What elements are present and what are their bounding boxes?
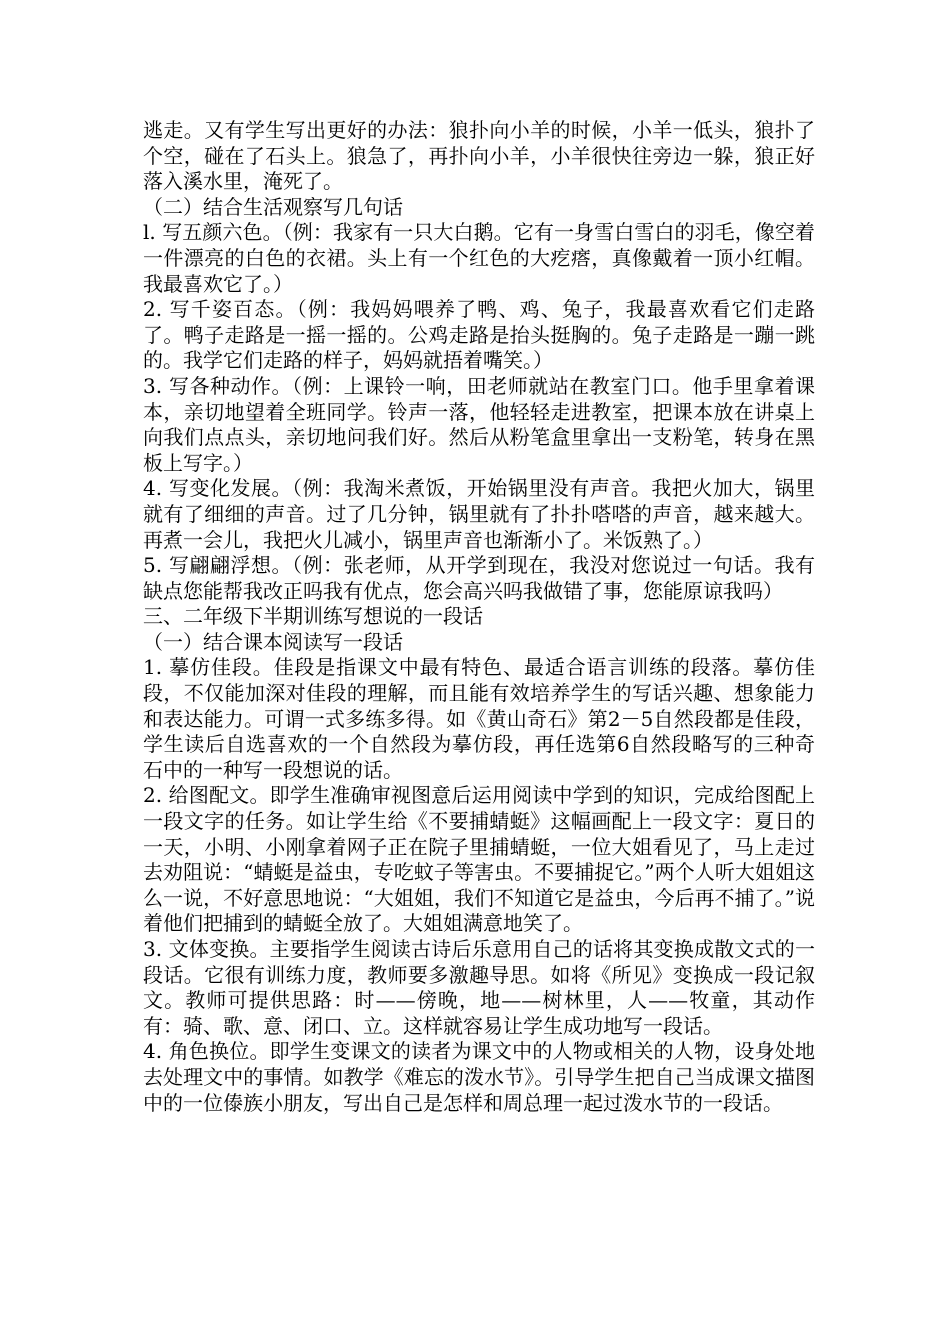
paragraph-imitation: 1. 摹仿佳段。佳段是指课文中最有特色、最适合语言训练的段落。摹仿佳段，不仅能加深对佳段的理解，而且能有效培养学生的写话兴趣、想象能力和表达能力。可谓一式多练多得。如《黄山奇石》第2－5自然段都是佳段，学生读后自选喜欢的一个自然段为摹仿段，再任选第6自然段略写的三种奇石中的一种写一段想说的话。 xyxy=(143,655,815,782)
paragraph-imagination: 5. 写翩翩浮想。（例：张老师，从开学到现在，我没对您说过一句话。我有缺点您能帮我改正吗我有优点，您会高兴吗我做错了事，您能原谅我吗） xyxy=(143,553,815,603)
paragraph-role-swap: 4. 角色换位。即学生变课文的读者为课文中的人物或相关的人物，设身处地去处理文中的事情。如教学《难忘的泼水节》。引导学生把自己当成课文描图中的一位傣族小朋友，写出自己是怎样和周总理一起过泼水节的一段话。 xyxy=(143,1039,815,1115)
paragraph-picture-caption: 2. 给图配文。即学生准确审视图意后运用阅读中学到的知识，完成给图配上一段文字的任务。如让学生给《不要捕蜻蜓》这幅画配上一段文字：夏日的一天，小明、小刚拿着网子正在院子里捕蜻蜓，一位大姐看见了，马上走过去劝阻说：“蜻蜓是益虫，专吃蚊子等害虫。不要捕捉它。”两个人听大姐姐这么一说，不好意思地说：“大姐姐，我们不知道它是益虫，今后再不捕了。”说着他们把捕到的蜻蜓全放了。大姐姐满意地笑了。 xyxy=(143,783,815,936)
paragraph-style-conversion: 3. 文体变换。主要指学生阅读古诗后乐意用自己的话将其变换成散文式的一段话。它很有训练力度，教师要多激趣导思。如将《所见》变换成一段记叙文。教师可提供思路：时——傍晚，地——树林里，人——牧童，其动作有：骑、歌、意、闭口、立。这样就容易让学生成功地写一段话。 xyxy=(143,937,815,1038)
heading-textbook-reading: （一）结合课本阅读写一段话 xyxy=(143,629,403,654)
paragraph-colors: l. 写五颜六色。（例：我家有一只大白鹅。它有一身雪白雪白的羽毛，像空着一件漂亮的白色的衣裙。头上有一个红色的大疙瘩，真像戴着一顶小红帽。我最喜欢它了。） xyxy=(143,220,815,296)
paragraph-postures: 2. 写千姿百态。（例：我妈妈喂养了鸭、鸡、兔子，我最喜欢看它们走路了。鸭子走路是一摇一摇的。公鸡走路是抬头挺胸的。兔子走路是一蹦一跳的。我学它们走路的样子，妈妈就捂着嘴笑。） xyxy=(143,297,815,373)
heading-section-three: 三、二年级下半期训练写想说的一段话 xyxy=(143,604,483,629)
heading-life-observation: （二）结合生活观察写几句话 xyxy=(143,194,403,219)
document-body xyxy=(143,118,815,1116)
paragraph-changes: 4. 写变化发展。（例：我淘米煮饭，开始锅里没有声音。我把火加大，锅里就有了细细的声音。过了几分钟，锅里就有了扑扑嗒嗒的声音，越来越大。再煮一会儿，我把火儿减小，锅里声音也渐渐小了。米饭熟了。） xyxy=(143,476,815,552)
paragraph-wolf-story-ending: 逃走。又有学生写出更好的办法：狼扑向小羊的时候，小羊一低头，狼扑了个空，碰在了石头上。狼急了，再扑向小羊，小羊很快往旁边一躲，狼正好落入溪水里，淹死了。 xyxy=(143,118,815,194)
paragraph-actions: 3. 写各种动作。（例：上课铃一响，田老师就站在教室门口。他手里拿着课本，亲切地望着全班同学。铃声一落，他轻轻走进教室，把课本放在讲桌上向我们点点头，亲切地问我们好。然后从粉笔盒里拿出一支粉笔，转身在黑板上写字。） xyxy=(143,373,815,475)
